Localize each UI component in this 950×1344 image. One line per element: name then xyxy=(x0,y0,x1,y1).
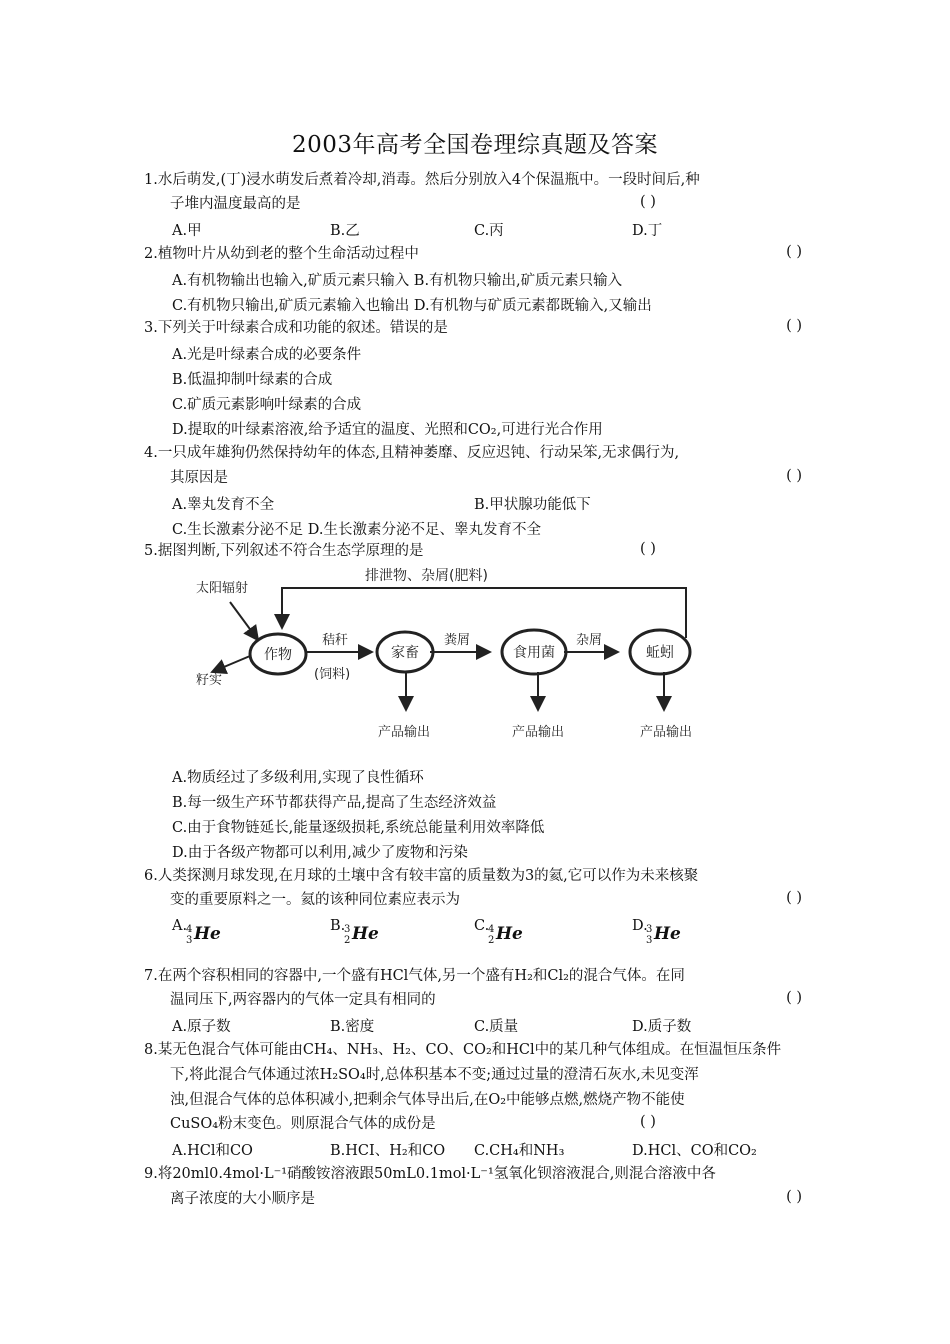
q8-option-b: B.HCI、H₂和CO xyxy=(330,1143,446,1159)
q6-option-d xyxy=(632,918,692,950)
q1-option-a: A.甲 xyxy=(172,223,202,239)
q6-option-a-mass: 4 xyxy=(186,924,193,935)
q4-option-a: A.睾丸发育不全 xyxy=(172,497,275,513)
q6-option-c xyxy=(474,918,534,950)
q8-stem-line3: 浊,但混合气体的总体积减小,把剩余气体导出后,在O₂中能够点燃,燃烧产物不能使 xyxy=(170,1092,685,1108)
q8-stem-line4: CuSO₄粉末变色。则原混合气体的成份是 xyxy=(170,1116,436,1132)
diagram-output-3: 产品输出 xyxy=(639,725,693,740)
q1-answer-blank: ( ) xyxy=(640,194,656,210)
q6-option-a-letter: A. xyxy=(172,918,188,934)
q2-options-ab: A.有机物输出也输入,矿质元素只输入 B.有机物只输出,矿质元素只输入 xyxy=(172,273,623,289)
q6-option-d-letter: D. xyxy=(632,918,648,934)
diagram-node-crop: 作物 xyxy=(264,647,292,663)
q9-stem-line2: 离子浓度的大小顺序是 xyxy=(170,1191,315,1207)
q6-answer-blank: ( ) xyxy=(786,890,802,906)
page-title: 2003年高考全国卷理综真题及答案 xyxy=(291,132,659,158)
diagram-output-2: 产品输出 xyxy=(511,725,565,740)
q2-stem: 2.植物叶片从幼到老的整个生命活动过程中 xyxy=(144,246,419,262)
q2-answer-blank: ( ) xyxy=(786,244,802,260)
q4-stem-line1: 4.一只成年雄狗仍然保持幼年的体态,且精神萎靡、反应迟钝、行动呆笨,无求偶行为, xyxy=(144,445,680,461)
q6-option-b-letter: B. xyxy=(330,918,346,934)
diagram-edge-dung: 粪屑 xyxy=(444,633,471,648)
q8-option-c: C.CH₄和NH₃ xyxy=(474,1143,565,1159)
q4-stem-line2: 其原因是 xyxy=(170,470,228,486)
q3-stem: 3.下列关于叶绿素合成和功能的叙述。错误的是 xyxy=(144,320,448,336)
q3-option-a: A.光是叶绿素合成的必要条件 xyxy=(172,347,362,363)
q1-stem-line2: 子堆内温度最高的是 xyxy=(170,196,301,212)
q1-option-c: C.丙 xyxy=(474,223,504,239)
q6-option-a-z: 3 xyxy=(186,935,193,946)
q7-option-a: A.原子数 xyxy=(172,1019,231,1035)
q7-answer-blank: ( ) xyxy=(786,990,802,1006)
q6-option-a xyxy=(172,918,232,950)
diagram-edge-debris: 杂屑 xyxy=(576,633,603,648)
q7-stem-line2: 温同压下,两容器内的气体一定具有相同的 xyxy=(170,992,436,1008)
q1-option-b: B.乙 xyxy=(330,223,360,239)
q5-option-c: C.由于食物链延长,能量逐级损耗,系统总能量利用效率降低 xyxy=(172,820,545,836)
q6-option-c-letter: C. xyxy=(474,918,490,934)
q6-option-b-symbol: He xyxy=(352,924,379,944)
q7-option-d: D.质子数 xyxy=(632,1019,692,1035)
q4-option-b: B.甲状腺功能低下 xyxy=(474,497,591,513)
q8-stem-line2: 下,将此混合气体通过浓H₂SO₄时,总体积基本不变;通过过量的澄清石灰水,未见变浑 xyxy=(170,1067,699,1083)
q1-stem-line1: 1.水后萌发,(丁)浸水萌发后煮着冷却,消毒。然后分别放入4个保温瓶中。一段时间后,种 xyxy=(144,172,700,188)
q6-option-c-mass: 4 xyxy=(488,924,495,935)
q8-answer-blank: ( ) xyxy=(640,1114,656,1130)
q3-answer-blank: ( ) xyxy=(786,318,802,334)
q6-option-b-mass: 3 xyxy=(344,924,351,935)
q5-option-a: A.物质经过了多级利用,实现了良性循环 xyxy=(172,770,424,786)
q6-option-d-z: 3 xyxy=(646,935,653,946)
q4-options-cd: C.生长激素分泌不足 D.生长激素分泌不足、睾丸发育不全 xyxy=(172,522,542,538)
diagram-node-livestock: 家畜 xyxy=(391,645,419,661)
q7-option-b: B.密度 xyxy=(330,1019,375,1035)
q5-option-b: B.每一级生产环节都获得产品,提高了生态经济效益 xyxy=(172,795,497,811)
q6-option-a-symbol: He xyxy=(194,924,221,944)
q5-stem: 5.据图判断,下列叙述不符合生态学原理的是 xyxy=(144,543,424,559)
diagram-node-earthworm: 蚯蚓 xyxy=(646,645,674,661)
q6-option-c-z: 2 xyxy=(488,935,495,946)
diagram-output-1: 产品输出 xyxy=(377,725,431,740)
diagram-node-fungus: 食用菌 xyxy=(513,645,555,661)
q5-option-d: D.由于各级产物都可以利用,减少了废物和污染 xyxy=(172,845,468,861)
q2-options-cd: C.有机物只输出,矿质元素输入也输出 D.有机物与矿质元素都既输入,又输出 xyxy=(172,298,652,314)
q3-option-d: D.提取的叶绿素溶液,给予适宜的温度、光照和CO₂,可进行光合作用 xyxy=(172,422,603,438)
q8-option-d: D.HCl、CO和CO₂ xyxy=(632,1143,757,1159)
q9-answer-blank: ( ) xyxy=(786,1189,802,1205)
q4-answer-blank: ( ) xyxy=(786,468,802,484)
q3-option-b: B.低温抑制叶绿素的合成 xyxy=(172,372,333,388)
q8-stem-line1: 8.某无色混合气体可能由CH₄、NH₃、H₂、CO、CO₂和HCl中的某几种气体组成。在恒温恒压条件 xyxy=(144,1042,782,1058)
diagram-sun-label: 太阳辐射 xyxy=(196,581,249,596)
q8-option-a: A.HCl和CO xyxy=(172,1143,253,1159)
diagram-top-label: 排泄物、杂屑(肥料) xyxy=(365,568,488,584)
q1-option-d: D.丁 xyxy=(632,223,663,239)
q6-option-d-mass: 3 xyxy=(646,924,653,935)
q7-option-c: C.质量 xyxy=(474,1019,519,1035)
ecosystem-diagram xyxy=(190,560,730,750)
q6-stem-line2: 变的重要原料之一。氦的该种同位素应表示为 xyxy=(170,892,460,908)
q6-option-d-symbol: He xyxy=(654,924,681,944)
diagram-edge-feed: (饲料) xyxy=(314,667,351,682)
q5-answer-blank: ( ) xyxy=(640,541,656,557)
q3-option-c: C.矿质元素影响叶绿素的合成 xyxy=(172,397,362,413)
q6-option-b xyxy=(330,918,390,950)
diagram-seed-label: 籽实 xyxy=(196,673,223,688)
q6-option-b-z: 2 xyxy=(344,935,351,946)
q6-stem-line1: 6.人类探测月球发现,在月球的土壤中含有较丰富的质量数为3的氦,它可以作为未来核聚 xyxy=(144,868,699,884)
q6-option-c-symbol: He xyxy=(496,924,523,944)
q7-stem-line1: 7.在两个容积相同的容器中,一个盛有HCl气体,另一个盛有H₂和Cl₂的混合气体。在同 xyxy=(144,968,685,984)
q9-stem-line1: 9.将20ml0.4mol·L⁻¹硝酸铵溶液跟50mL0.1mol·L⁻¹氢氧化钡溶液混合,则混合溶液中各 xyxy=(144,1166,716,1182)
diagram-edge-straw: 秸秆 xyxy=(322,633,349,648)
